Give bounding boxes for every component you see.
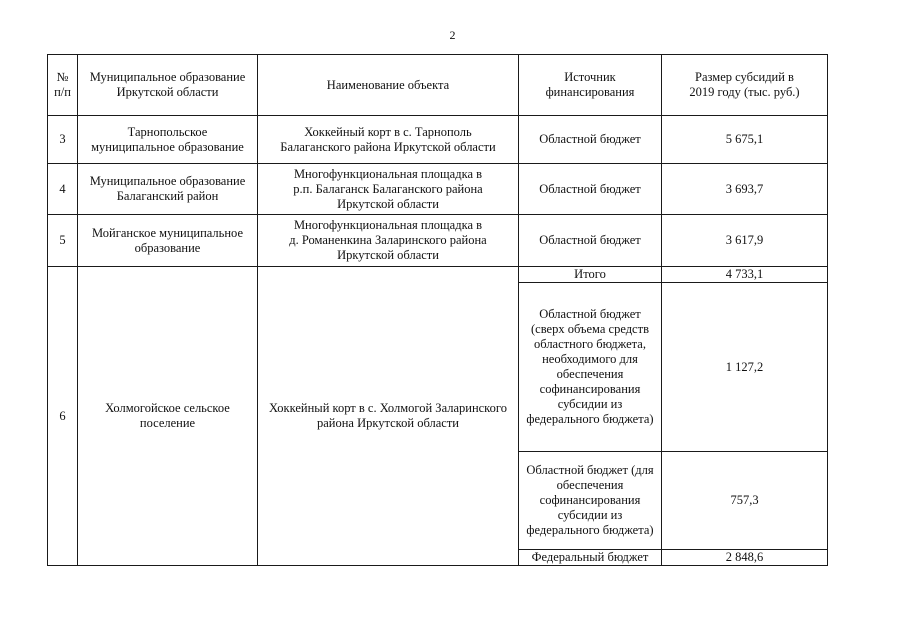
row-municipality: Мойганское муниципальное образование <box>78 215 258 267</box>
header-municipality: Муниципальное образование Иркутской области <box>78 55 258 116</box>
row-object: Хоккейный корт в с. Тарнополь Балаганского района Иркутской области <box>258 116 519 164</box>
subtotal-label: Итого <box>519 267 662 283</box>
row-object: Многофункциональная площадка в д. Романенкина Заларинского района Иркутской области <box>258 215 519 267</box>
row-num: 4 <box>48 164 78 215</box>
row-object: Хоккейный корт в с. Холмогой Заларинского района Иркутской области <box>258 267 519 566</box>
row-num: 5 <box>48 215 78 267</box>
table-row <box>48 116 828 164</box>
row-amount: 757,3 <box>662 452 828 550</box>
page-number: 2 <box>449 28 456 42</box>
table-row <box>48 164 828 215</box>
row-amount: 1 127,2 <box>662 283 828 452</box>
row-amount: 5 675,1 <box>662 116 828 164</box>
header-source: Источник финансирования <box>519 55 662 116</box>
subtotal-amount: 4 733,1 <box>662 267 828 283</box>
row-municipality: Тарнопольское муниципальное образование <box>78 116 258 164</box>
subsidy-table <box>47 54 828 566</box>
row-amount: 3 693,7 <box>662 164 828 215</box>
row-source: Областной бюджет <box>519 116 662 164</box>
row-object: Многофункциональная площадка в р.п. Балаганск Балаганского района Иркутской области <box>258 164 519 215</box>
row-num: 3 <box>48 116 78 164</box>
row-municipality: Муниципальное образование Балаганский район <box>78 164 258 215</box>
table-row <box>48 267 828 283</box>
table-row <box>48 215 828 267</box>
row-num: 6 <box>48 267 78 566</box>
row-source: Областной бюджет <box>519 215 662 267</box>
row-amount: 2 848,6 <box>662 550 828 566</box>
row-source: Областной бюджет <box>519 164 662 215</box>
row-source: Федеральный бюджет <box>519 550 662 566</box>
header-num: № п/п <box>48 55 78 116</box>
row-source: Областной бюджет (для обеспечения софинансирования субсидии из федерального бюджета) <box>519 452 662 550</box>
table-header-row <box>48 55 828 116</box>
row-municipality: Холмогойское сельское поселение <box>78 267 258 566</box>
row-amount: 3 617,9 <box>662 215 828 267</box>
header-object: Наименование объекта <box>258 55 519 116</box>
row-source: Областной бюджет (сверх объема средств областного бюджета, необходимого для обеспечения софинансирования субсидии из федерального бюджета) <box>519 283 662 452</box>
header-amount: Размер субсидий в 2019 году (тыс. руб.) <box>662 55 828 116</box>
